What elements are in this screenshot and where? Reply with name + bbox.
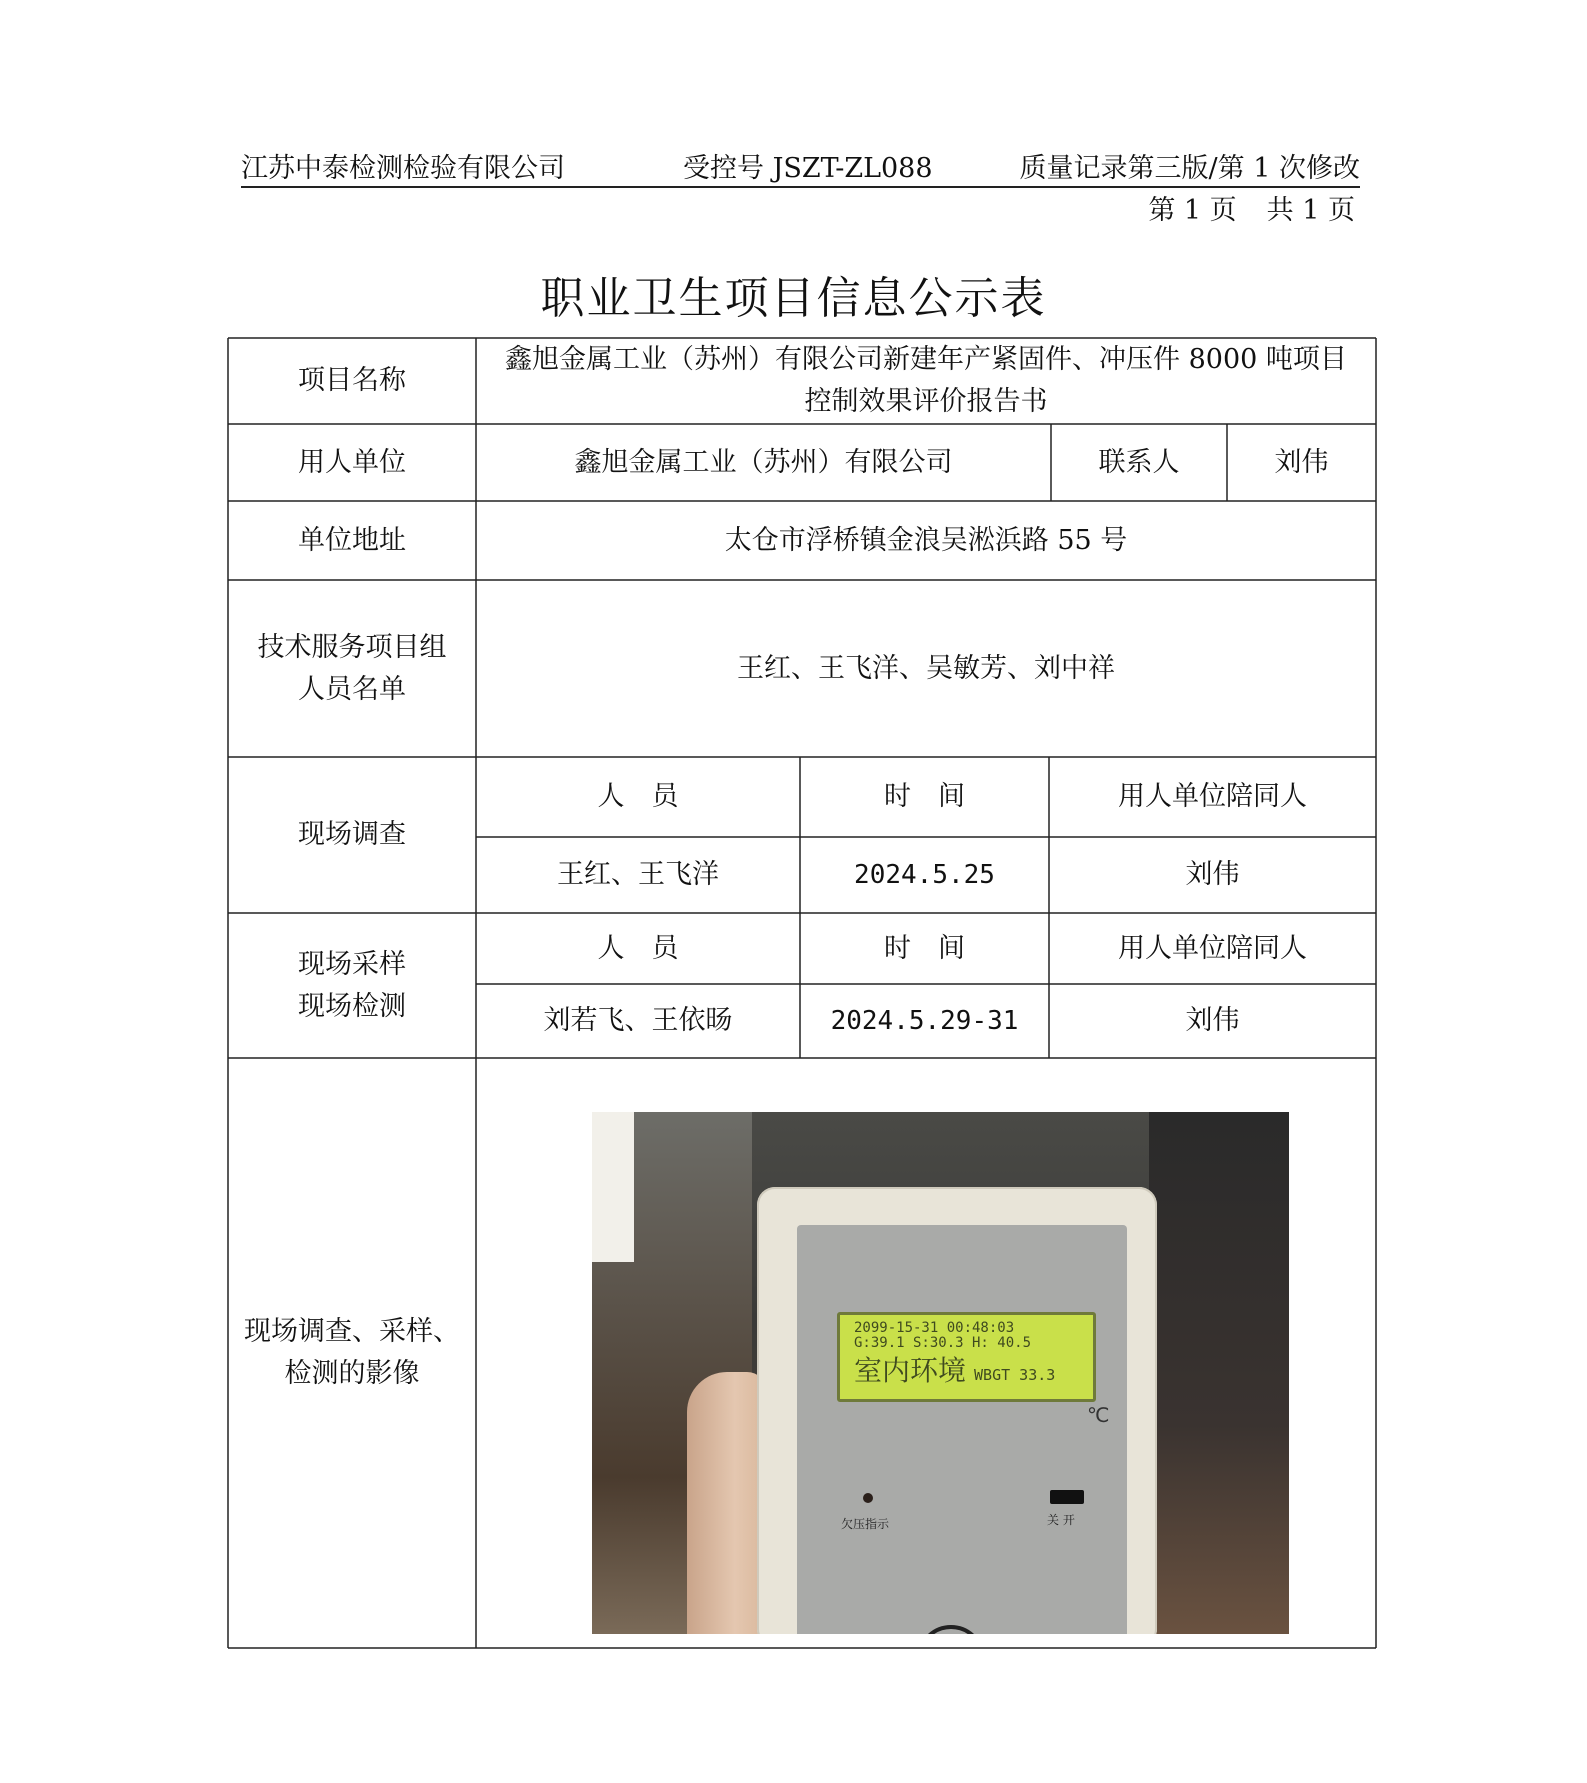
team-label-line-1: 技术服务项目组: [257, 631, 447, 663]
survey-col-companion: 用人单位陪同人: [1118, 781, 1307, 812]
image-label: [228, 1058, 476, 1648]
image-label-line-1: 现场调查、采样、: [244, 1316, 460, 1347]
sampling-personnel: 刘若飞、王依旸: [543, 1005, 733, 1036]
team-value: 王红、王飞洋、吴敏芳、刘中祥: [737, 652, 1115, 684]
sampling-label-line-2: 现场检测: [298, 990, 406, 1022]
meter-lcd: [837, 1312, 1096, 1402]
lcd-mode: 室内环境: [854, 1354, 967, 1387]
document-header: [241, 140, 1360, 188]
photo-white-box: [592, 1112, 634, 1262]
sampling-label-line-1: 现场采样: [298, 948, 406, 980]
sampling-col-personnel: 人 员: [597, 932, 679, 964]
sampling-label: [228, 913, 476, 1058]
employer-value: 鑫旭金属工业（苏州）有限公司: [574, 446, 953, 478]
survey-col-time: 时 间: [884, 781, 965, 812]
project-name-label: 项目名称: [298, 365, 406, 396]
celsius-unit: ℃: [1087, 1403, 1110, 1427]
led-indicator-icon: [863, 1493, 873, 1503]
power-switch-icon: [1050, 1490, 1084, 1504]
page-info: [1148, 188, 1355, 227]
record-version: 质量记录第三版/第 1 次修改: [1019, 153, 1360, 184]
switch-label: 关 开: [1047, 1513, 1075, 1527]
team-label-line-2: 人员名单: [298, 673, 406, 705]
meter-panel: [797, 1225, 1127, 1634]
lcd-line-1: 2099-15-31 00:48:03: [854, 1320, 1015, 1336]
brand-logo-icon: [917, 1625, 985, 1634]
address-label: 单位地址: [298, 524, 406, 556]
employer-label: 用人单位: [298, 446, 406, 478]
project-name-line-1: 鑫旭金属工业（苏州）有限公司新建年产紧固件、冲压件 8000 吨项目: [505, 344, 1347, 375]
survey-companion: 刘伟: [1185, 859, 1240, 890]
sampling-time: 2024.5.29-31: [830, 1006, 1019, 1036]
site-photo: [592, 1112, 1289, 1634]
lcd-line-3: [854, 1355, 1055, 1391]
survey-label: 现场调查: [298, 819, 406, 850]
survey-time: 2024.5.25: [854, 860, 995, 890]
lcd-wbgt: WBGT 33.3: [974, 1366, 1056, 1384]
control-number: 受控号 JSZT-ZL088: [683, 153, 933, 184]
sampling-col-companion: 用人单位陪同人: [1118, 932, 1307, 964]
sampling-companion: 刘伟: [1185, 1005, 1240, 1036]
company-name: 江苏中泰检测检验有限公司: [241, 153, 565, 184]
address-value: 太仓市浮桥镇金浪吴淞浜路 55 号: [724, 524, 1128, 556]
page-total: 共 1 页: [1266, 195, 1355, 226]
contact-label: 联系人: [1098, 446, 1180, 478]
survey-personnel: 王红、王飞洋: [557, 859, 719, 890]
photo-hand: [687, 1372, 767, 1634]
page-title: 职业卫生项目信息公示表: [540, 273, 1047, 324]
contact-value: 刘伟: [1274, 446, 1329, 478]
page-number: 第 1 页: [1148, 195, 1237, 226]
wbgt-meter: [757, 1187, 1157, 1634]
image-label-line-2: 检测的影像: [284, 1358, 420, 1389]
team-label: [228, 580, 476, 757]
led-label: 欠压指示: [841, 1517, 890, 1531]
sampling-col-time: 时 间: [884, 932, 965, 964]
project-name-line-2: 控制效果评价报告书: [804, 386, 1048, 417]
project-name-value: [476, 338, 1376, 424]
lcd-line-2: G:39.1 S:30.3 H: 40.5: [854, 1335, 1032, 1351]
photo-background-right: [1149, 1112, 1289, 1634]
survey-col-personnel: 人 员: [597, 781, 679, 812]
